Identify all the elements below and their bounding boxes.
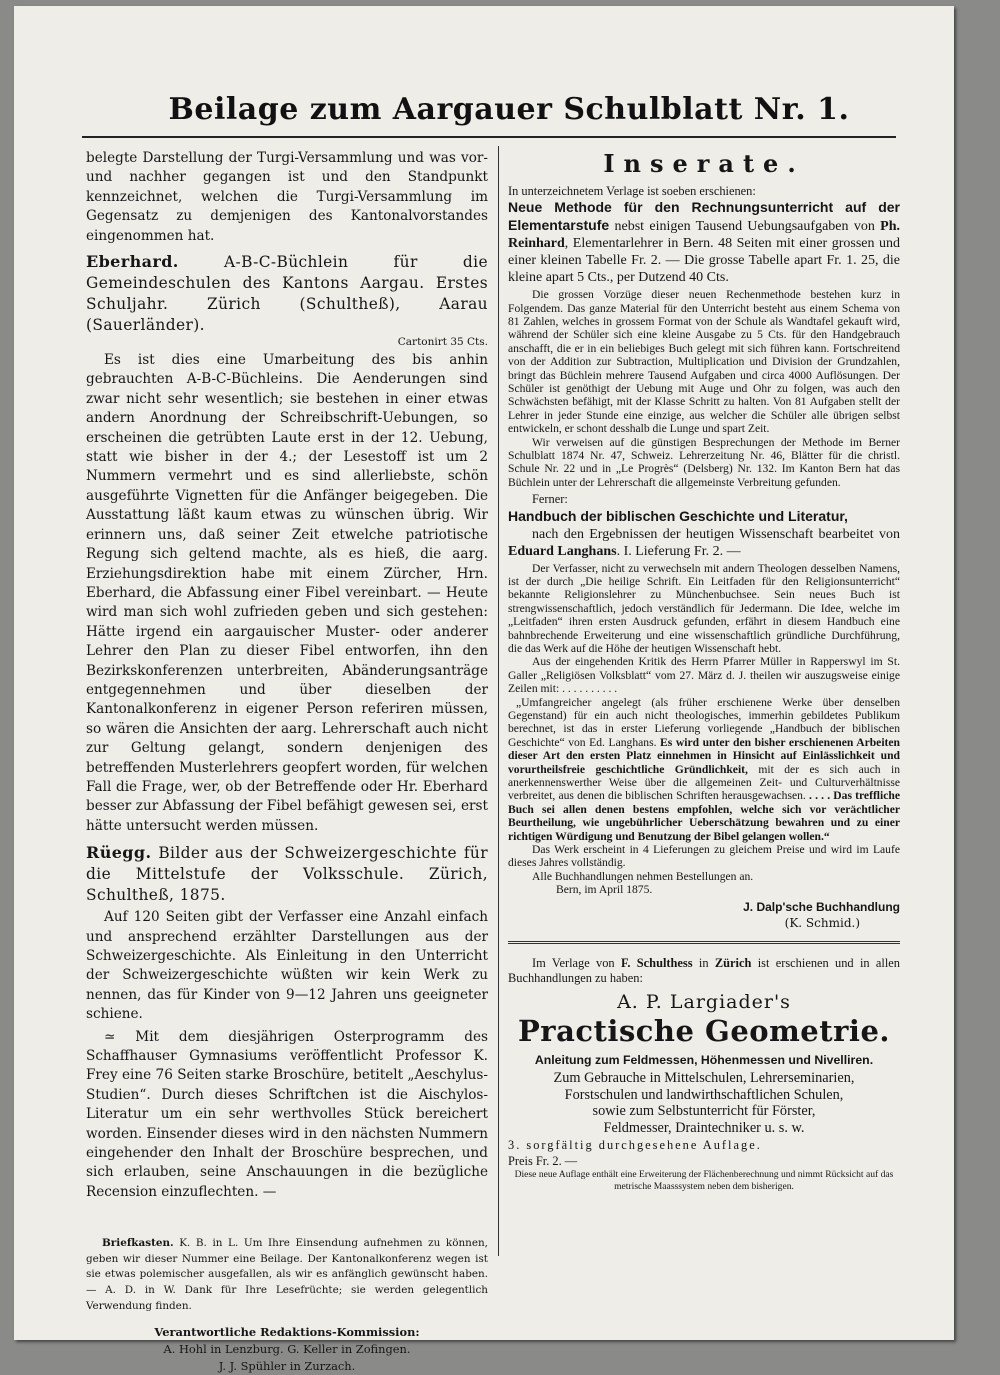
ad-description: Aus der eingehenden Kritik des Herrn Pfarrer Müller in Rapperswyl im St. Galler „Religiösen Volksblatt“ vom 27. März d. J. theilen wir auszugsweise einige Zeilen mit: . . . . . . . . . .	[508, 655, 900, 696]
ad-quote-recommendation: . . . . Das treffliche Buch sei allen denen bestens empfohlen, welche sich vor verächtlicher Beurtheilung, wie ungebührlicher Ueberschätzung bewahren und zu einer richtigen Würdigung und Benutzung der Bibel gelangen wollen.“	[508, 789, 900, 843]
ad-book-author: Ph. Reinhard	[508, 219, 900, 252]
ad-intro: In unterzeichnetem Verlage ist soeben erschienen:	[508, 184, 756, 198]
ad-publisher: J. Dalp'sche Buchhandlung	[743, 899, 900, 914]
review-author: Eberhard.	[86, 252, 179, 272]
ad-title-block: Neue Methode für den Rechnungsunterricht auf der Elementarstufe nebst einigen Tausend Uebungsaufgaben von Ph. Reinhard, Elementarlehrer in Bern. 48 Seiten mit einer grossen und einer kleinen Tabelle Fr. 2. — Die grosse Tabelle apart Fr. 1. 25, die kleine apart 5 Cts., per Dutzend 40 Cts.	[508, 199, 900, 286]
review-text: Es ist dies eine Umarbeitung des bis anhin gebrauchten A-B-C-Büchleins. Die Aenderungen sind zwar nicht sehr wesentlich; sie bestehen in einer etwas andern Anordnung der Schreibschrift-Uebungen, so erscheinen die getrübten Laute erst in der 12. Uebung, statt wie bisher in der 4.; der Lesestoff ist um 2 Nummern vermehrt und es sind allerliebste, schön ausgeführte Vignetten für die Anfänger beigegeben. Die Ausstattung läßt kaum etwas zu wünschen übrig. Wir erinnern uns, daß seiner Zeit etwelche patriotische Regung sich geltend machte, als es hieß, die aarg. Erziehungsdirektion habe mit einem Zürcher, Hrn. Eberhard, die Abfassung einer Fibel vereinbart. — Heute wird man sich wohl zufrieden geben und sich gestehen: Hätte irgend ein aargauischer Muster- oder anderer Lehrer den Plan zu dieser Fibel entworfen, ihn den Bezirkskonferenzen unterbreiten, Abänderungsanträge entgegennehmen und über dieselben der Kantonalkonferenz in eigener Person referiren müssen, so wären die Ansichten der aarg. Lehrerschaft auch nicht zur Geltung gelangt, sondern denjenigen des betreffenden Musterlehrers geopfert worden, für welchen Fall die Frage, wer, ob der Betreffende oder Hr. Eberhard besser zur Abfassung der Fibel befähigt gewesen sei, erst hätte untersucht werden müssen.	[86, 352, 488, 834]
review-book-title: A-B-C-Büchlein für die Gemeindeschulen des Kantons Aargau. Erstes Schuljahr. Zürich (Schultheß), Aarau (Sauerländer).	[86, 253, 489, 335]
editorial-heading: Verantwortliche Redaktions-Kommission:	[154, 1325, 420, 1340]
newspaper-page	[14, 6, 954, 1374]
ad-book-title: Practische Geometrie.	[518, 1014, 890, 1049]
ad-intro: Im Verlage von F. Schulthess in Zürich ist erschienen und in allen Buchhandlungen zu haben:	[508, 955, 900, 985]
ad-book-author: Eduard Langhans	[508, 543, 617, 559]
review-heading	[86, 842, 488, 906]
ad-description: Das Werk erscheint in 4 Lieferungen zu gleichem Preise und wird im Laufe dieses Jahres vollständig.	[508, 843, 900, 870]
ad-audience-line: Feldmesser, Draintechniker u. s. w.	[603, 1119, 805, 1136]
ad-price: Preis Fr. 2. —	[508, 1153, 578, 1168]
review-price: Cartonirt 35 Cts.	[397, 336, 488, 349]
continued-paragraph: belegte Darstellung der Turgi-Versammlung und was vor- und nachher gegangen ist und den Standpunkt kennzeichnet, welchen die Turgi-Versammlung im Gegensatz zu demjenigen des Kantonalvorstandes eingenommen hat.	[86, 150, 488, 244]
ad-publisher-owner: (K. Schmid.)	[784, 915, 860, 930]
ad-edition: 3. sorgfältig durchgesehene Auflage.	[508, 1138, 762, 1153]
section-heading-inserate: Inserate.	[603, 149, 805, 178]
briefkasten-label: Briefkasten.	[102, 1237, 174, 1250]
ad-quote: „Umfangreicher angelegt (als früher erschienene Werke über denselben Gegenstand) für ein auch nicht theologisches, immerhin gebildetes Publikum berechnet, ist das in erster Lieferung vorliegende „Handbuch der biblischen Geschichte“ von Ed. Langhans. Es wird unter den bisher erschienenen Arbeiten dieser Art den ersten Platz einnehmen in Hinsicht auf Einlässlichkeit und vorurtheilsfreie geschichtliche Gründlichkeit, mit der es sich auch in anerkennenswerther Weise über die allgemeinen Zeit- und Culturverhältnisse verbreitet, aus denen die biblischen Schriften herausgewachsen. . . . . Das treffliche Buch sei allen denen bestens empfohlen, welche sich vor verächtlicher Beurtheilung, wie ungebührlicher Ueberschätzung bewahren und zu einer richtigen Würdigung und Benutzung der Bibel gelangen wollen.“	[508, 695, 900, 843]
ad-description: Alle Buchhandlungen nehmen Bestellungen an.	[532, 869, 754, 883]
ad-book-author: A. P. Largiader's	[617, 991, 791, 1014]
editorial-board	[86, 1324, 488, 1375]
briefkasten-text: K. B. in L. Um Ihre Einsendung aufnehmen zu können, geben wir dieser Nummer eine Beilage. Der Kantonalkonferenz wegen ist sie etwas polemischer ausgefallen, als wir es anfänglich gewünscht haben. — A. D. in W. Dank für Ihre Lesefrüchte; sie werden gelegentlich Verwendung finden.	[86, 1237, 488, 1312]
review-heading	[86, 251, 488, 336]
review-book-title: Bilder aus der Schweizergeschichte für die Mittelstufe der Volksschule. Zürich, Schultheß, 1875.	[86, 844, 488, 905]
editorial-line: A. Hohl in Lenzburg. G. Keller in Zofingen.	[163, 1342, 411, 1357]
ad-book-title: Handbuch der biblischen Geschichte und Literatur,	[508, 507, 848, 524]
ad-description: Wir verweisen auf die günstigen Besprechungen der Methode im Berner Schulblatt 1874 Nr. 47, Schweiz. Lehrerzeitung Nr. 46, Blätter für die christl. Schule Nr. 22 und in „Le Progrès“ (Delsberg) Nr. 132. Im Kanton Bern hat das Büchlein unter der Lehrerschaft die allgemeinste Verbreitung gefunden.	[508, 435, 900, 489]
ad-book-title: Neue Methode für den Rechnungsunterricht auf der Elementarstufe	[508, 199, 900, 234]
page-title: Beilage zum Aargauer Schulblatt Nr. 1.	[168, 92, 850, 127]
ad-separator	[508, 941, 900, 944]
title-rule	[82, 136, 896, 138]
review-rueegg	[86, 842, 488, 1202]
ad-book-subtitle: nach den Ergebnissen der heutigen Wissenschaft bearbeitet von Eduard Langhans. I. Lieferung Fr. 2. —	[508, 526, 900, 559]
ad-book-subtitle: Anleitung zum Feldmessen, Höhenmessen und Nivelliren.	[534, 1053, 874, 1068]
briefkasten	[86, 1236, 488, 1314]
review-text: Auf 120 Seiten gibt der Verfasser eine Anzahl einfach und ansprechend erzählter Darstellungen aus der Schweizergeschichte. Als Einleitung in den Unterricht der Schweizergeschichte wüßten wir kein Werk zu nennen, das für Kinder von 9—12 Jahren uns geeigneter schiene.	[86, 909, 488, 1023]
ad-audience-line: Zum Gebrauche in Mittelschulen, Lehrerseminarien,	[553, 1070, 855, 1087]
ad-note: Diese neue Auflage enthält eine Erweiterung der Flächenberechnung und nimmt Rücksicht auf das metrische Maasssystem neben dem bisherigen.	[514, 1168, 894, 1193]
ad-date: Bern, im April 1875.	[556, 883, 653, 897]
ad-description: Der Verfasser, nicht zu verwechseln mit andern Theologen desselben Namens, ist der durch „Die heilige Schrift. Ein Leitfaden für den Religionsunterricht“ bekannte Religionslehrer zu Münchenbuchsee. Sein neues Buch ist strengwissenschaftlich, jedoch verständlich für Jedermann. Die Idee, welche im „Leitfaden“ ihren ersten Ausdruck gefunden, erfährt in diesem Handbuch eine bahnbrechende Erweiterung und eine wissenschaftlich gründliche Durchführung, die das Werk auf die Höhe der heutigen Wissenschaft hebt.	[508, 561, 900, 655]
ad-intro: Ferner:	[532, 492, 568, 507]
review-text-aeschylus: ≃ Mit dem diesjährigen Osterprogramm des Schaffhauser Gymnasiums veröffentlicht Professor K. Frey eine 76 Seiten starke Broschüre, betitelt „Aeschylus-Studien“. Durch dieses Schriftchen ist die Aischylos-Literatur um ein sehr werthvolles Stück bereichert worden. Einsender dieses wird in den nächsten Nummern eingehender den Inhalt der Broschüre besprechen, und sich erlauben, seine Anschauungen in die bezügliche Recension einzuflechten. —	[86, 1028, 488, 1200]
ad-description: Die grossen Vorzüge dieser neuen Rechenmethode bestehen kurz in Folgendem. Das ganze Material für den Unterricht besteht aus einem Schema von 81 Zahlen, welches in grossem Format von der Schule als Wandtafel gekauft wird, während der Schüler sich eine kleine Ausgabe zu 5 Cts. für den Handgebrauch anschafft, die er in ein beliebiges Buch gelegt mit sich führen kann. Fortschreitend von der Addition zur Subtraction, Multiplication und Division der Grundzahlen, bringt das Büchlein mehrere Tausend Aufgaben und circa 4000 Auflösungen. Der Schüler ist genöthigt der Uebung mit Auge und Ohr zu folgen, was auch den Schwächsten befähigt, mit der Klasse Schritt zu halten. Von 81 Aufgaben stellt der Lehrer in jeder Stunde eine einzige, aus welcher die Schüler alle übrigen selbst entwickeln, er schont desshalb die Lunge und spart Zeit.	[508, 288, 900, 436]
ad-audience-line: sowie zum Selbstunterricht für Förster,	[592, 1103, 816, 1120]
ad-rechnungsunterricht	[508, 184, 900, 489]
ad-practische-geometrie	[508, 956, 900, 1194]
right-column	[508, 149, 900, 1194]
ad-handbuch	[508, 492, 900, 930]
review-eberhard	[86, 251, 488, 836]
editorial-line: J. J. Spühler in Zurzach.	[218, 1359, 356, 1374]
column-divider	[498, 146, 499, 1256]
left-column	[86, 149, 488, 1375]
ad-audience-line: Forstschulen und landwirthschaftlichen Schulen,	[564, 1086, 844, 1103]
review-author: Rüegg.	[86, 843, 152, 863]
